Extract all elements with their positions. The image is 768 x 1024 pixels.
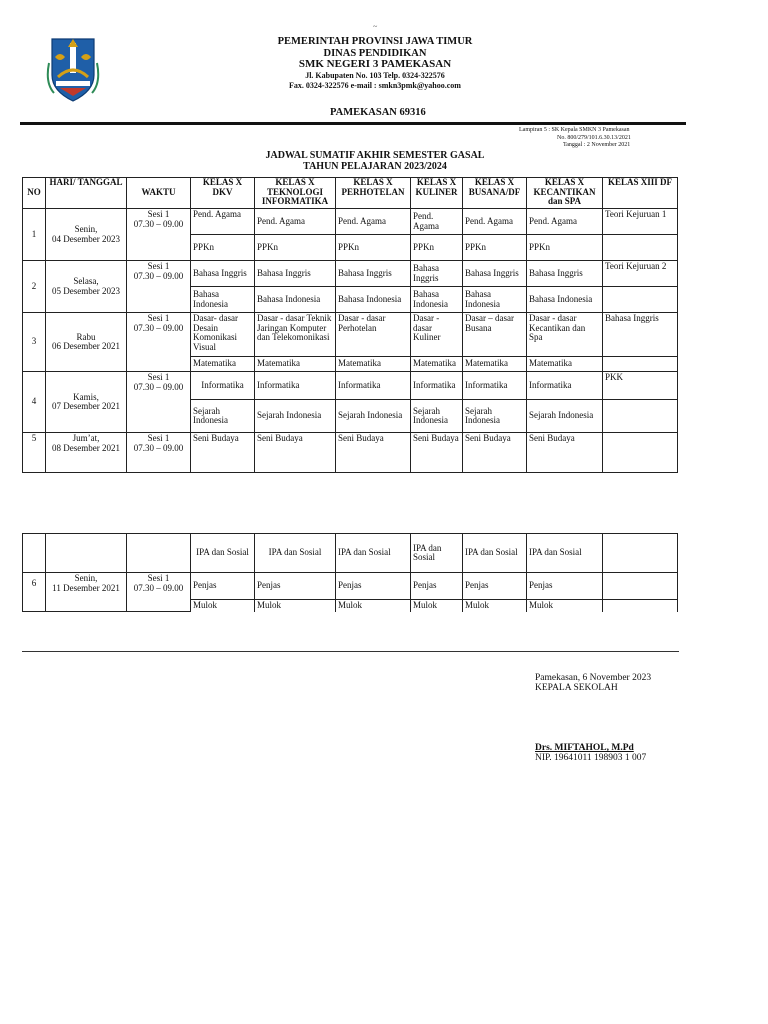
subject-cell: Sejarah Indonesia: [463, 400, 527, 433]
subject-cell: PPKn: [336, 235, 411, 261]
header-time: WAKTU: [127, 178, 191, 209]
subject-cell: Penjas: [191, 573, 255, 600]
subject-cell: PPKn: [411, 235, 463, 261]
day-name: Selasa,: [73, 276, 99, 286]
signature-nip: NIP. 19641011 198903 1 007: [535, 753, 647, 763]
exam-date: 08 Desember 2021: [52, 442, 120, 453]
subject-cell: Informatika: [527, 372, 603, 400]
session-label: Sesi 1: [147, 573, 170, 583]
session-time-cell: [127, 313, 191, 372]
attachment-date: Tanggal : 2 November 2021: [563, 142, 631, 149]
subject-cell: Pend. Agama: [255, 209, 336, 235]
empty-cell: [127, 534, 191, 573]
subject-cell: Bahasa Indonesia: [255, 287, 336, 313]
session-time: 07.30 – 09.00: [133, 381, 184, 392]
subject-cell: Penjas: [255, 573, 336, 600]
subject-cell: Bahasa Inggris: [411, 261, 463, 287]
session-time: 07.30 – 09.00: [133, 218, 184, 229]
subject-cell: Seni Budaya: [463, 433, 527, 473]
subject-cell: Bahasa Inggris: [603, 313, 678, 357]
subject-cell: Mulok: [411, 600, 463, 612]
session-time-cell: [127, 573, 191, 612]
session-label: Sesi 1: [147, 313, 170, 323]
subject-cell: [603, 433, 678, 473]
subject-cell: Seni Budaya: [255, 433, 336, 473]
subject-cell: Dasar - dasar Teknik Jaringan Komputer dan Telekomonikasi: [255, 313, 336, 357]
table-row: [23, 209, 678, 235]
footer-rule: [22, 651, 679, 652]
subject-cell: IPA dan Sosial: [336, 534, 411, 573]
subject-cell: Bahasa Indonesia: [527, 287, 603, 313]
subject-cell: [603, 400, 678, 433]
exam-schedule-continuation-table: [22, 533, 678, 612]
subject-cell: IPA dan Sosial: [411, 534, 463, 573]
day-name: Senin,: [74, 573, 98, 583]
subject-cell: Bahasa Indonesia: [336, 287, 411, 313]
day-name: Rabu: [76, 331, 96, 342]
day-name: Jum’at,: [72, 433, 100, 443]
subject-cell: Informatika: [463, 372, 527, 400]
day-date-cell: [46, 313, 127, 372]
subject-cell: [603, 600, 678, 612]
subject-cell: Informatika: [255, 372, 336, 400]
subject-cell: Mulok: [527, 600, 603, 612]
subject-cell: Sejarah Indonesia: [527, 400, 603, 433]
letterhead-school: SMK NEGERI 3 PAMEKASAN: [298, 58, 452, 70]
session-time: 07.30 – 09.00: [133, 582, 184, 593]
subject-cell: Dasar - dasar Kecantikan dan Spa: [527, 313, 603, 357]
subject-cell: Bahasa Indonesia: [463, 287, 527, 313]
signature-block: [535, 673, 651, 693]
letterhead-government: PEMERINTAH PROVINSI JAWA TIMUR: [277, 36, 473, 47]
attachment-number: No. 800/279/101.6.30.13/2021: [557, 134, 631, 141]
subject-cell: Teori Kejuruan 1: [603, 209, 678, 235]
table-row: [23, 534, 678, 573]
row-number: 2: [23, 261, 46, 313]
subject-cell: Matematika: [411, 357, 463, 372]
signature-place-date: Pamekasan, 6 November 2023: [535, 673, 652, 683]
subject-cell: Penjas: [527, 573, 603, 600]
day-name: Kamis,: [73, 391, 99, 402]
exam-date: 06 Desember 2021: [52, 341, 120, 351]
subject-cell: Penjas: [411, 573, 463, 600]
subject-cell: Mulok: [191, 600, 255, 612]
header-busana: KELAS X BUSANA/DF: [463, 178, 527, 209]
title-line-1: JADWAL SUMATIF AKHIR SEMESTER GASAL: [265, 150, 485, 161]
subject-cell: Dasar - dasar Kuliner: [411, 313, 463, 357]
subject-cell: Sejarah Indonesia: [336, 400, 411, 433]
subject-cell: Sejarah Indonesia: [191, 400, 255, 433]
subject-cell: Bahasa Indonesia: [191, 287, 255, 313]
session-label: Sesi 1: [147, 261, 170, 271]
subject-cell: [603, 357, 678, 372]
row-number: 3: [23, 313, 46, 372]
row-number: 6: [23, 573, 46, 612]
signature-identity: [535, 743, 646, 763]
subject-cell: Pend. Agama: [411, 209, 463, 235]
table-row: [23, 372, 678, 400]
subject-cell: Bahasa Inggris: [527, 261, 603, 287]
subject-cell: Bahasa Inggris: [255, 261, 336, 287]
title-line-2: TAHUN PELAJARAN 2023/2024: [303, 160, 447, 172]
subject-cell: Seni Budaya: [411, 433, 463, 473]
header-mark: ~: [373, 22, 378, 31]
table-row: [23, 313, 678, 357]
subject-cell: Bahasa Inggris: [463, 261, 527, 287]
subject-cell: Mulok: [255, 600, 336, 612]
day-date-cell: [46, 573, 127, 612]
subject-cell: Sejarah Indonesia: [411, 400, 463, 433]
table-header-row: [23, 178, 678, 209]
attachment-note: [519, 127, 631, 150]
document-title: [225, 151, 525, 172]
subject-cell: Pend. Agama: [527, 209, 603, 235]
signature-role: KEPALA SEKOLAH: [535, 683, 618, 693]
header-perhotelan: KELAS X PERHOTELAN: [336, 178, 411, 209]
exam-date: 04 Desember 2023: [52, 233, 120, 244]
header-dkv: KELAS X DKV: [191, 178, 255, 209]
exam-date: 11 Desember 2021: [52, 582, 120, 593]
session-time-cell: [127, 372, 191, 433]
day-date-cell: [46, 372, 127, 433]
east-java-crest-logo: [46, 33, 100, 103]
letterhead-contact: Fax. 0324-322576 e-mail : smkn3pmk@yahoo.com: [289, 81, 461, 90]
row-number: 5: [23, 433, 46, 473]
subject-cell: PPKn: [463, 235, 527, 261]
header-informatika: KELAS X TEKNOLOGI INFORMATIKA: [255, 178, 336, 209]
exam-date: 05 Desember 2023: [52, 285, 120, 296]
session-time-cell: [127, 433, 191, 473]
subject-cell: Matematika: [191, 357, 255, 372]
subject-cell: Sejarah Indonesia: [255, 400, 336, 433]
subject-cell: Mulok: [336, 600, 411, 612]
header-no: NO: [23, 178, 46, 209]
exam-date: 07 Desember 2021: [52, 401, 120, 411]
subject-cell: [603, 534, 678, 573]
row-number: 4: [23, 372, 46, 433]
subject-cell: Teori Kejuruan 2: [603, 261, 678, 287]
day-name: Senin,: [74, 224, 98, 234]
subject-cell: Pend. Agama: [463, 209, 527, 235]
day-date-cell: [46, 433, 127, 473]
subject-cell: PPKn: [527, 235, 603, 261]
letterhead-address: Jl. Kabupaten No. 103 Telp. 0324-322576: [305, 70, 445, 80]
subject-cell: Penjas: [463, 573, 527, 600]
subject-cell: Seni Budaya: [336, 433, 411, 473]
subject-cell: Matematika: [463, 357, 527, 372]
subject-cell: PKK: [603, 372, 678, 400]
letterhead-department: DINAS PENDIDIKAN: [323, 47, 427, 59]
signature-name: Drs. MIFTAHOL, M.Pd: [535, 743, 634, 753]
exam-schedule-table: [22, 177, 678, 473]
attachment-line: Lampiran 5 : SK Kepala SMKN 3 Pamekasan: [519, 127, 630, 133]
subject-cell: Bahasa Indonesia: [411, 287, 463, 313]
subject-cell: Seni Budaya: [527, 433, 603, 473]
session-time: 07.30 – 09.00: [133, 442, 184, 453]
day-date-cell: [46, 209, 127, 261]
subject-cell: IPA dan Sosial: [527, 534, 603, 573]
header-day-date: HARI/ TANGGAL: [46, 178, 127, 209]
subject-cell: Informatika: [191, 372, 255, 400]
table-row: [23, 433, 678, 473]
subject-cell: Matematika: [527, 357, 603, 372]
header-kecantikan: KELAS X KECANTIKAN dan SPA: [527, 178, 603, 209]
subject-cell: Mulok: [463, 600, 527, 612]
letterhead-city: PAMEKASAN 69316: [330, 107, 426, 118]
subject-cell: [603, 287, 678, 313]
subject-cell: Matematika: [336, 357, 411, 372]
header-kuliner: KELAS X KULINER: [411, 178, 463, 209]
subject-cell: IPA dan Sosial: [255, 534, 336, 573]
session-label: Sesi 1: [147, 209, 170, 219]
letterhead-rule: [20, 122, 686, 125]
subject-cell: Informatika: [411, 372, 463, 400]
subject-cell: Dasar- dasar Desain Komonikasi Visual: [191, 313, 255, 357]
session-label: Sesi 1: [147, 433, 170, 443]
subject-cell: Pend. Agama: [336, 209, 411, 235]
empty-cell: [46, 534, 127, 573]
subject-cell: Dasar – dasar Busana: [463, 313, 527, 357]
subject-cell: PPKn: [191, 235, 255, 261]
table-row: [23, 261, 678, 287]
subject-cell: IPA dan Sosial: [191, 534, 255, 573]
subject-cell: IPA dan Sosial: [463, 534, 527, 573]
subject-cell: Bahasa Inggris: [336, 261, 411, 287]
session-time-cell: [127, 261, 191, 313]
session-time: 07.30 – 09.00: [133, 322, 184, 333]
row-number: 1: [23, 209, 46, 261]
header-xiii-df: KELAS XIII DF: [603, 178, 678, 209]
subject-cell: Penjas: [336, 573, 411, 600]
session-time-cell: [127, 209, 191, 261]
subject-cell: Matematika: [255, 357, 336, 372]
session-label: Sesi 1: [147, 372, 170, 382]
subject-cell: Bahasa Inggris: [191, 261, 255, 287]
subject-cell: [603, 573, 678, 600]
table-row: [23, 573, 678, 600]
day-date-cell: [46, 261, 127, 313]
subject-cell: Informatika: [336, 372, 411, 400]
subject-cell: PPKn: [255, 235, 336, 261]
subject-cell: Pend. Agama: [191, 209, 255, 235]
subject-cell: Dasar - dasar Perhotelan: [336, 313, 411, 357]
letterhead: [235, 36, 515, 92]
subject-cell: [603, 235, 678, 261]
session-time: 07.30 – 09.00: [133, 270, 184, 281]
subject-cell: Seni Budaya: [191, 433, 255, 473]
empty-cell: [23, 534, 46, 573]
